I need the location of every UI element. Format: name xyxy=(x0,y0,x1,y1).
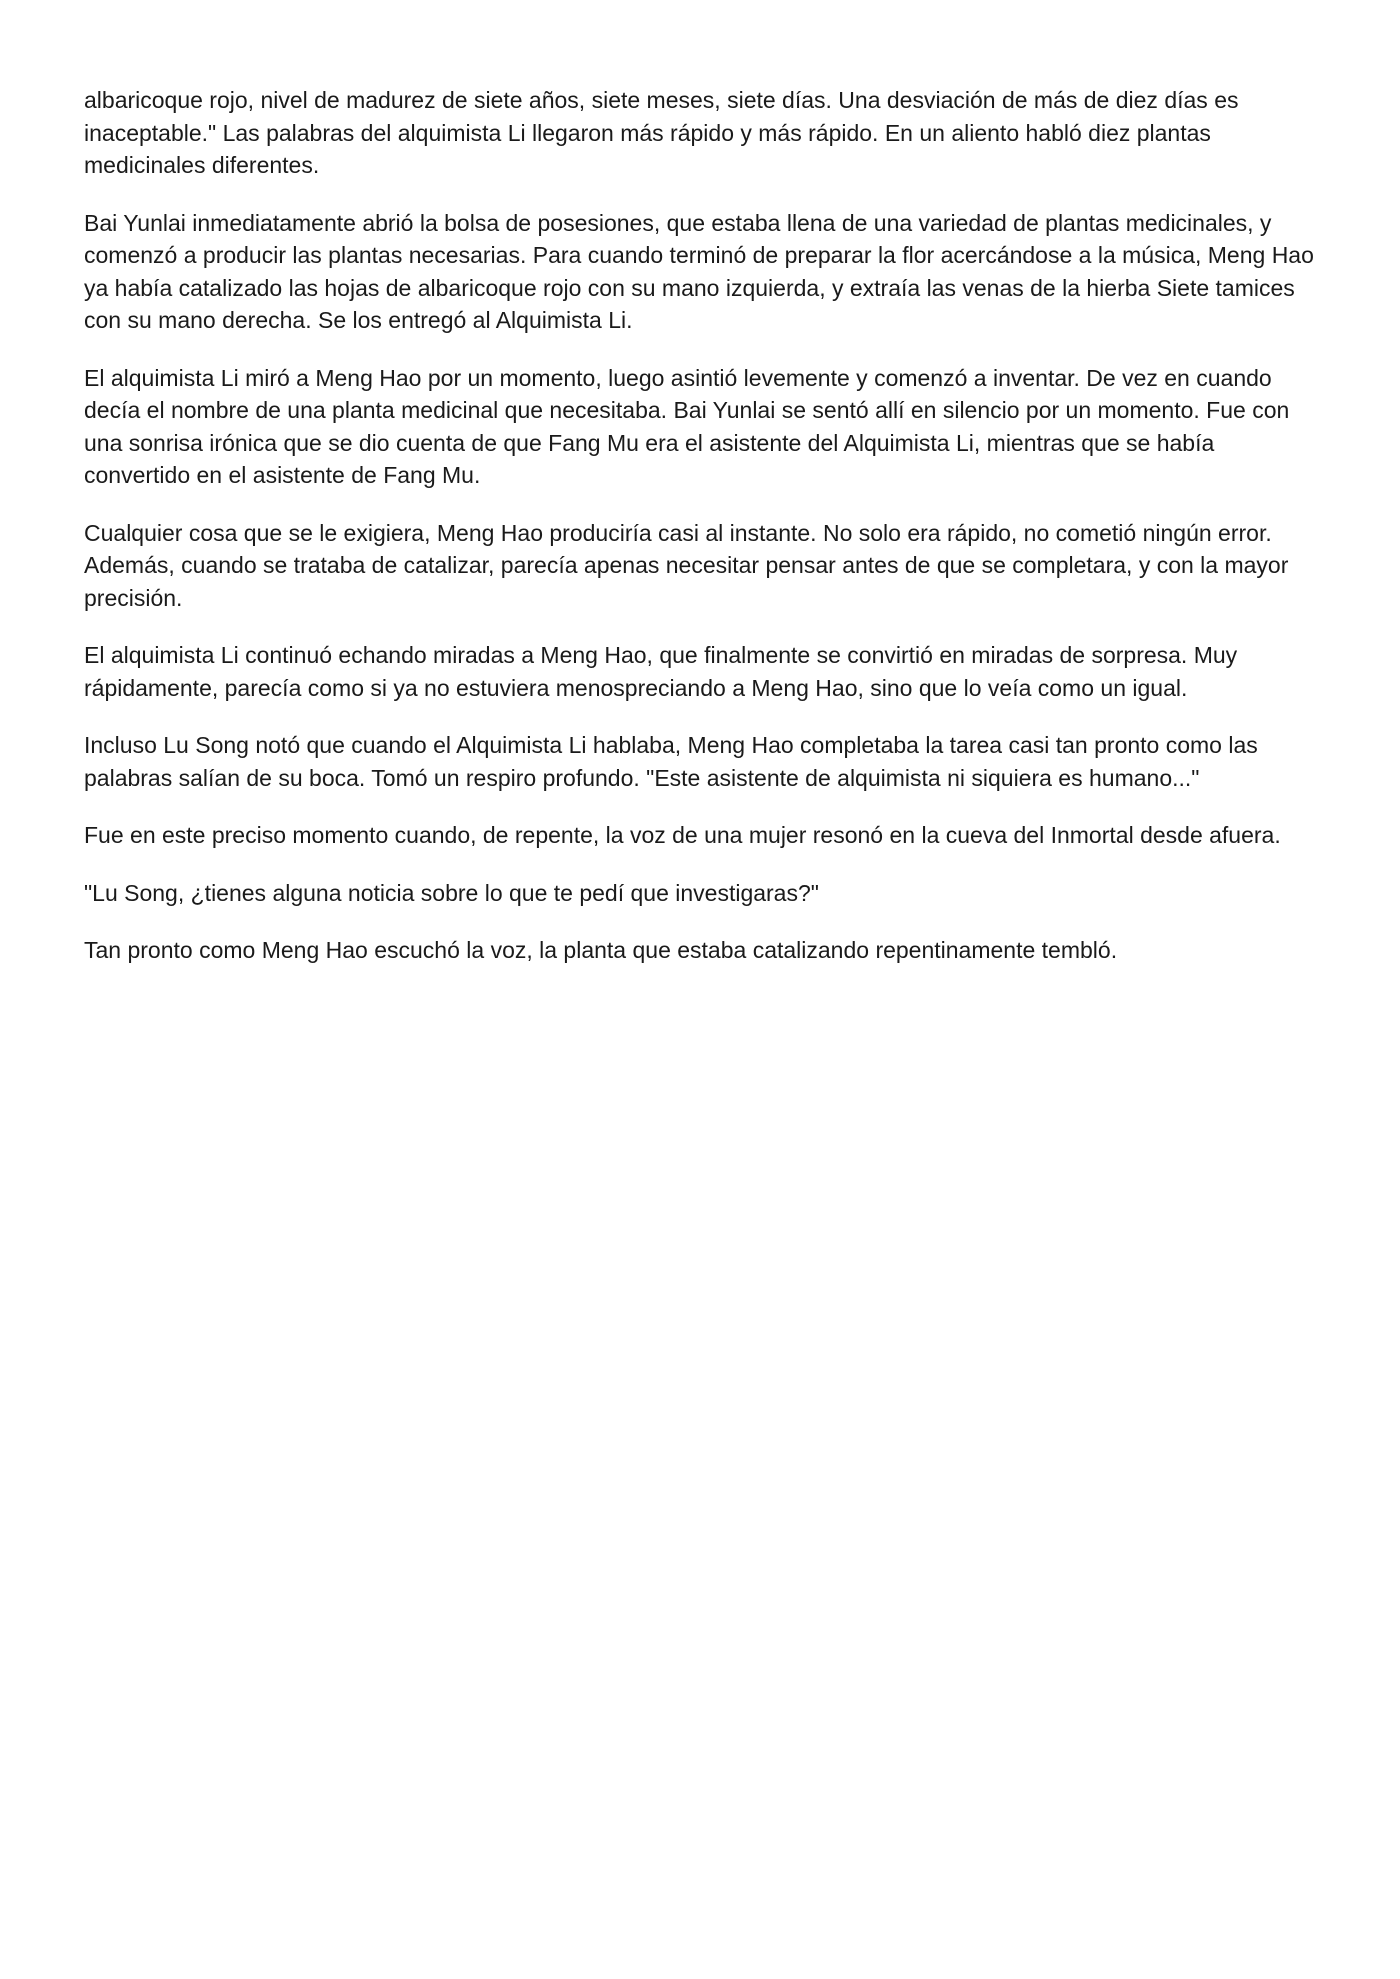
paragraph: Incluso Lu Song notó que cuando el Alquimista Li hablaba, Meng Hao completaba la tarea casi tan pronto como las palabras salían de su boca. Tomó un respiro profundo. "Este asistente de alquimista ni siquiera es humano..." xyxy=(84,732,1258,791)
paragraph: albaricoque rojo, nivel de madurez de siete años, siete meses, siete días. Una desviación de más de diez días es inaceptable." Las palabras del alquimista Li llegaron más rápido y más rápido. En un aliento habló diez plantas medicinales diferentes. xyxy=(84,87,1239,178)
paragraph: Bai Yunlai inmediatamente abrió la bolsa de posesiones, que estaba llena de una variedad de plantas medicinales, y comenzó a producir las plantas necesarias. Para cuando terminó de preparar la flor acercándose a la música, Meng Hao ya había catalizado las hojas de albaricoque rojo con su mano izquierda, y extraía las venas de la hierba Siete tamices con su mano derecha. Se los entregó al Alquimista Li. xyxy=(84,209,1314,333)
paragraph: El alquimista Li continuó echando miradas a Meng Hao, que finalmente se convirtió en miradas de sorpresa. Muy rápidamente, parecía como si ya no estuviera menospreciando a Meng Hao, sino que lo veía como un igual. xyxy=(84,642,1238,701)
paragraph: Cualquier cosa que se le exigiera, Meng Hao produciría casi al instante. No solo era rápido, no cometió ningún error. Además, cuando se trataba de catalizar, parecía apenas necesitar pensar antes de que se completara, y con la mayor precisión. xyxy=(84,519,1289,611)
document-body xyxy=(84,84,1320,992)
paragraph: Tan pronto como Meng Hao escuchó la voz, la planta que estaba catalizando repentinamente tembló. xyxy=(84,937,1118,963)
paragraph: "Lu Song, ¿tienes alguna noticia sobre lo que te pedí que investigaras?" xyxy=(84,879,819,906)
paragraph: Fue en este preciso momento cuando, de repente, la voz de una mujer resonó en la cueva del Inmortal desde afuera. xyxy=(84,822,1281,848)
paragraph: El alquimista Li miró a Meng Hao por un momento, luego asintió levemente y comenzó a inventar. De vez en cuando decía el nombre de una planta medicinal que necesitaba. Bai Yunlai se sentó allí en silencio por un momento. Fue con una sonrisa irónica que se dio cuenta de que Fang Mu era el asistente del Alquimista Li, mientras que se había convertido en el asistente de Fang Mu. xyxy=(84,364,1290,488)
